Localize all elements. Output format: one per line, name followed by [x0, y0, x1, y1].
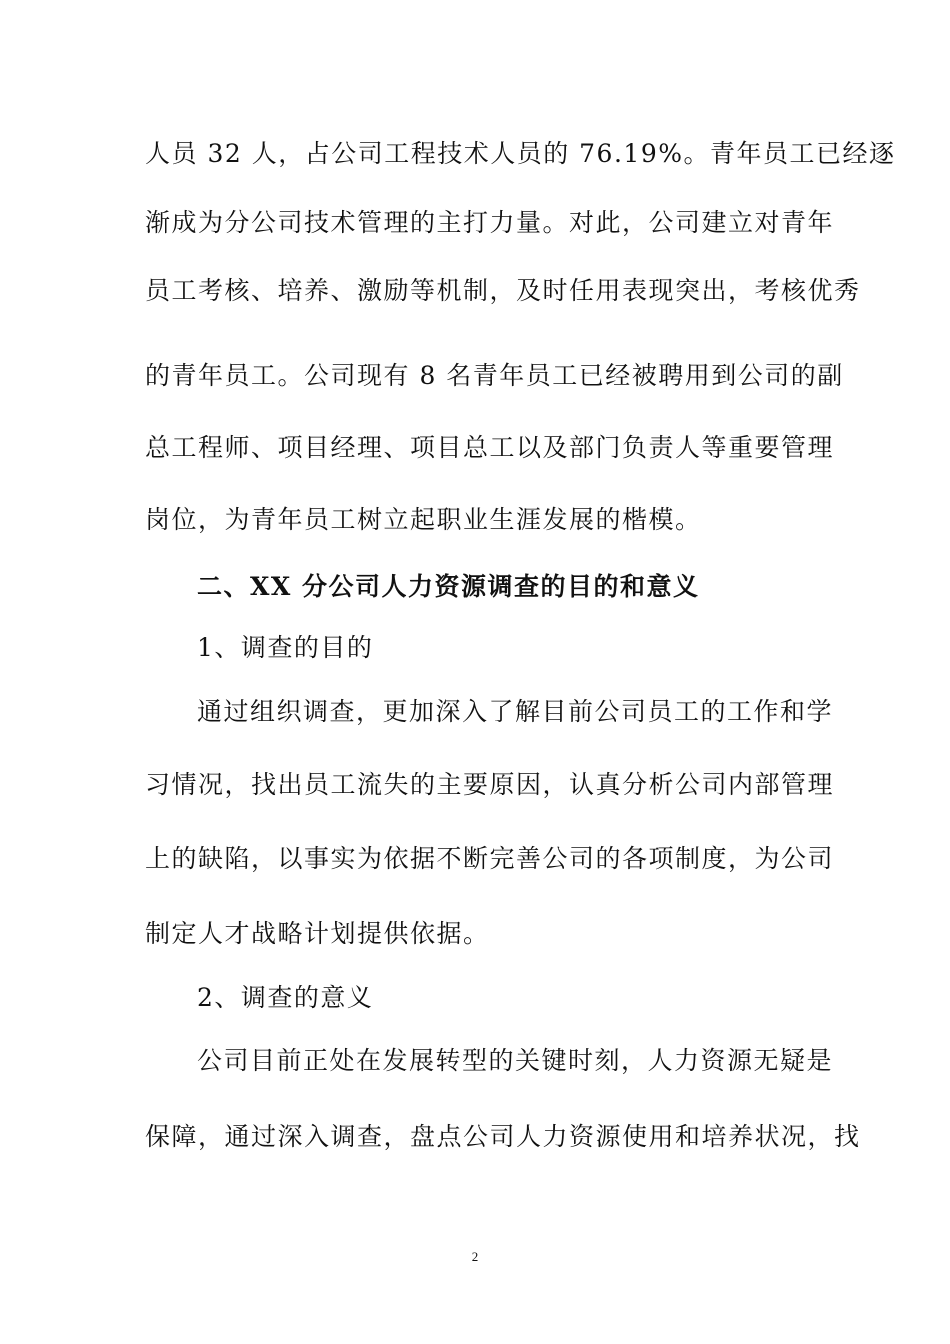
text-line: 的青年员工。公司现有 8 名青年员工已经被聘用到公司的副 — [145, 361, 844, 390]
subsection-heading: 1、调查的目的 — [197, 633, 374, 662]
subsection-heading: 2、调查的意义 — [197, 983, 374, 1012]
text-line: 总工程师、项目经理、项目总工以及部门负责人等重要管理 — [145, 433, 835, 462]
text-line: 习情况，找出员工流失的主要原因，认真分析公司内部管理 — [145, 770, 835, 799]
text-line: 员工考核、培养、激励等机制，及时任用表现突出，考核优秀 — [145, 276, 861, 305]
text-line: 岗位，为青年员工树立起职业生涯发展的楷模。 — [145, 505, 702, 534]
page-number: 2 — [471, 1249, 479, 1264]
text-line: 保障，通过深入调查，盘点公司人力资源使用和培养状况，找 — [145, 1122, 861, 1151]
text-line: 制定人才战略计划提供依据。 — [145, 919, 490, 948]
text-line: 渐成为分公司技术管理的主打力量。对此，公司建立对青年 — [145, 208, 835, 237]
section-heading: 二、XX 分公司人力资源调查的目的和意义 — [197, 572, 700, 601]
text-line: 人员 32 人，占公司工程技术人员的 76.19%。青年员工已经逐 — [145, 139, 896, 168]
text-line: 公司目前正处在发展转型的关键时刻，人力资源无疑是 — [197, 1046, 834, 1075]
text-line: 通过组织调查，更加深入了解目前公司员工的工作和学 — [197, 697, 834, 726]
text-line: 上的缺陷，以事实为依据不断完善公司的各项制度，为公司 — [145, 844, 835, 873]
